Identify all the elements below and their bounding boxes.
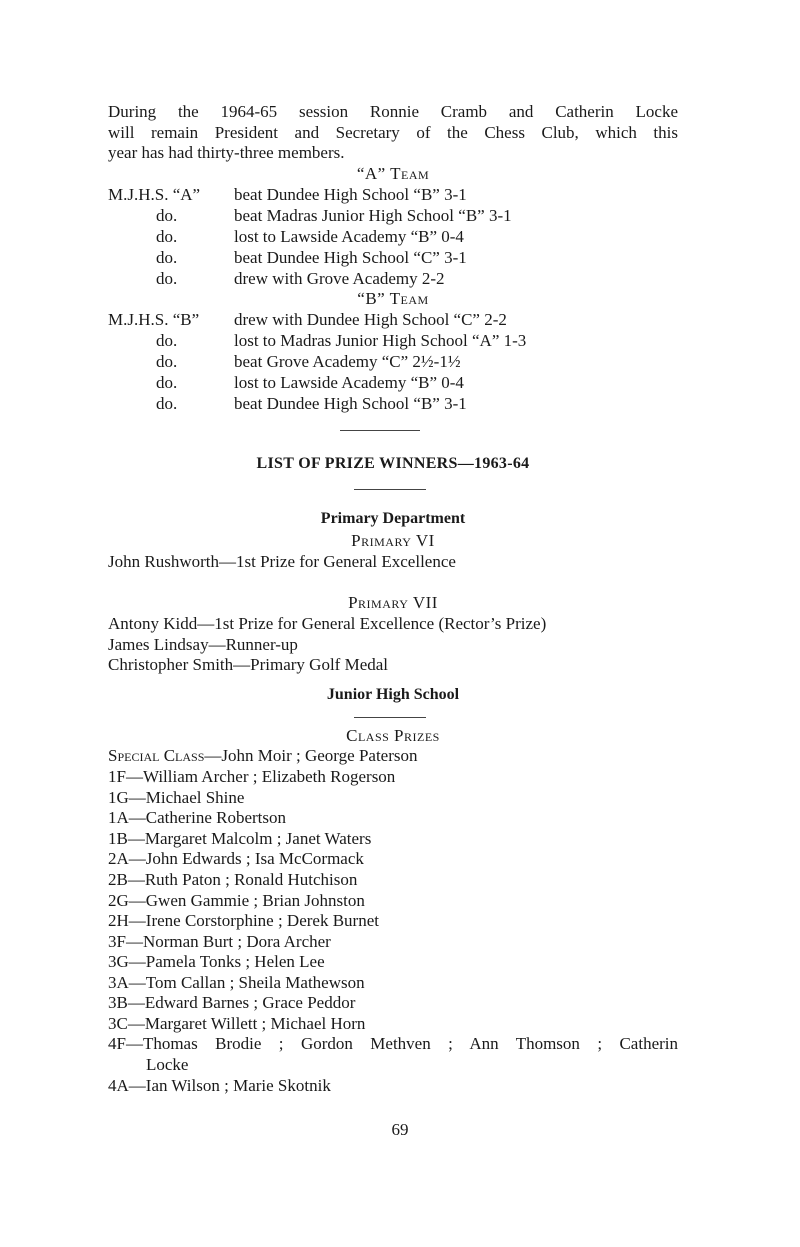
intro-line: During the 1964-65 session Ronnie Cramb and Catherin Locke: [108, 102, 678, 121]
divider: [354, 717, 426, 718]
prize-line: 3B—Edward Barnes ; Grace Peddor: [108, 993, 356, 1012]
match-team: do.: [156, 227, 178, 246]
divider: [354, 489, 426, 490]
special-class-label: Special Class: [108, 746, 205, 765]
match-result: lost to Madras Junior High School “A” 1-3: [234, 331, 527, 350]
match-team: do.: [156, 206, 178, 225]
prize-line: 3A—Tom Callan ; Sheila Mathewson: [108, 973, 365, 992]
prize-line: 2H—Irene Corstorphine ; Derek Burnet: [108, 911, 379, 930]
match-team: do.: [156, 352, 178, 371]
prize-line: 2G—Gwen Gammie ; Brian Johnston: [108, 891, 365, 910]
page-number: 69: [391, 1120, 409, 1139]
match-result: beat Dundee High School “B” 3-1: [234, 394, 467, 413]
prize-list-title: LIST OF PRIZE WINNERS—1963-64: [256, 455, 530, 472]
intro-line: year has had thirty-three members.: [108, 143, 345, 162]
match-result: beat Dundee High School “B” 3-1: [234, 185, 467, 204]
primary-vi-heading: Primary VI: [351, 531, 435, 550]
prize-line: 3F—Norman Burt ; Dora Archer: [108, 932, 331, 951]
prize-line: 3G—Pamela Tonks ; Helen Lee: [108, 952, 325, 971]
team-b-heading: “B” Team: [357, 289, 429, 308]
intro-line: will remain President and Secretary of the Chess Club, which this: [108, 122, 678, 142]
prize-line: Antony Kidd—1st Prize for General Excellence (Rector’s Prize): [108, 614, 547, 633]
primary-vii-heading: Primary VII: [348, 593, 438, 612]
match-team: M.J.H.S. “A”: [108, 185, 201, 204]
team-a-heading: “A” Team: [356, 164, 430, 183]
match-team: do.: [156, 394, 178, 413]
prize-line: 1A—Catherine Robertson: [108, 808, 286, 827]
match-team: do.: [156, 373, 178, 392]
prize-line: 1B—Margaret Malcolm ; Janet Waters: [108, 829, 372, 848]
prize-line: 2B—Ruth Paton ; Ronald Hutchison: [108, 870, 358, 889]
match-result: beat Grove Academy “C” 2½-1½: [234, 352, 461, 371]
primary-department-heading: Primary Department: [320, 510, 466, 527]
class-prizes-heading: Class Prizes: [346, 726, 440, 745]
prize-line: 3C—Margaret Willett ; Michael Horn: [108, 1014, 366, 1033]
special-class-names: —John Moir ; George Paterson: [204, 746, 418, 765]
match-result: drew with Grove Academy 2-2: [234, 269, 445, 288]
prize-line: James Lindsay—Runner-up: [108, 635, 298, 654]
match-result: beat Dundee High School “C” 3-1: [234, 248, 467, 267]
prize-line-continuation: Locke: [146, 1055, 189, 1074]
match-team: M.J.H.S. “B”: [108, 310, 200, 329]
match-result: drew with Dundee High School “C” 2-2: [234, 310, 507, 329]
prize-line: 4A—Ian Wilson ; Marie Skotnik: [108, 1076, 331, 1095]
prize-line: John Rushworth—1st Prize for General Excellence: [108, 552, 456, 571]
prize-line: 4F—Thomas Brodie ; Gordon Methven ; Ann Thomson ; Catherin: [108, 1034, 678, 1053]
prize-line: 1F—William Archer ; Elizabeth Rogerson: [108, 767, 396, 786]
match-team: do.: [156, 248, 178, 267]
junior-high-heading: Junior High School: [326, 686, 460, 703]
intro-paragraph: [108, 102, 678, 164]
prize-line: [108, 746, 418, 766]
prize-line: 2A—John Edwards ; Isa McCormack: [108, 849, 364, 868]
match-result: lost to Lawside Academy “B” 0-4: [234, 227, 464, 246]
match-result: beat Madras Junior High School “B” 3-1: [234, 206, 512, 225]
divider: [340, 430, 420, 431]
match-team: do.: [156, 331, 178, 350]
prize-line: Christopher Smith—Primary Golf Medal: [108, 655, 389, 674]
prize-line: 1G—Michael Shine: [108, 788, 245, 807]
match-result: lost to Lawside Academy “B” 0-4: [234, 373, 464, 392]
match-team: do.: [156, 269, 178, 288]
